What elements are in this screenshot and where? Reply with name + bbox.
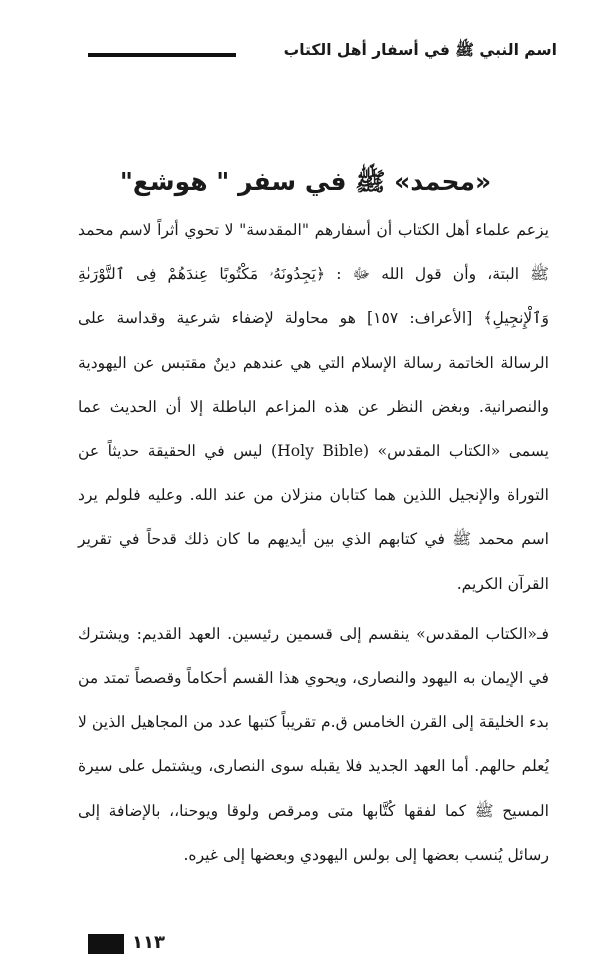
page-number: ١١٣ [132,932,165,953]
header-rule [88,53,236,57]
running-header [88,36,557,76]
paragraph-1: يزعم علماء أهل الكتاب أن أسفارهم "المقدسة" لا تحوي أثراً لاسم محمد ﷺ البتة، وأن قول الله ﷻ : ﴿يَجِدُونَهُۥ مَكْتُوبًا عِندَهُمْ فِى ٱلتَّوْرَىٰةِ وَٱلْإِنجِيلِ﴾ [الأعراف: ١٥٧] هو محاولة لإضفاء شرعية وقداسة على الرسالة الخاتمة رسالة الإسلام التي هي عندهم دينٌ مقتبس عن اليهودية والنصرانية. وبغض النظر عن هذه المزاعم الباطلة إلا أن الحديث عما يسمى «الكتاب المقدس» (Holy Bible) ليس في الحقيقة حديثاً عن التوراة والإنجيل اللذين هما كتابان منزلان من عند الله. وعليه فلولم يرد اسم محمد ﷺ في كتابهم الذي بين أيديهم ما كان ذلك قدحاً في تقرير القرآن الكريم. [78,221,549,593]
section-heading: «محمد» ﷺ في سفر " هوشع" [119,167,492,196]
body-text [78,208,549,877]
footer-block [88,934,124,954]
paragraph-2: فـ«الكتاب المقدس» ينقسم إلى قسمين رئيسين. العهد القديم: ويشترك في الإيمان به اليهود والنصارى، ويحوي هذا القسم أحكاماً وقصصاً تمتد من بدء الخليقة إلى القرن الخامس ق.م تقريباً كتبها عدد من المجاهيل الذين لا يُعلم حالهم. أما العهد الجديد فلا يقبله سوى النصارى، ويشتمل على سيرة المسيح ﷺ كما لفقها كُتَّابها متى ومرقص ولوقا ويوحنا،، بالإضافة إلى رسائل يُنسب بعضها إلى بولس اليهودي وبعضها إلى غيره. [78,624,549,864]
running-title: اسم النبي ﷺ في أسفار أهل الكتاب [283,41,557,59]
